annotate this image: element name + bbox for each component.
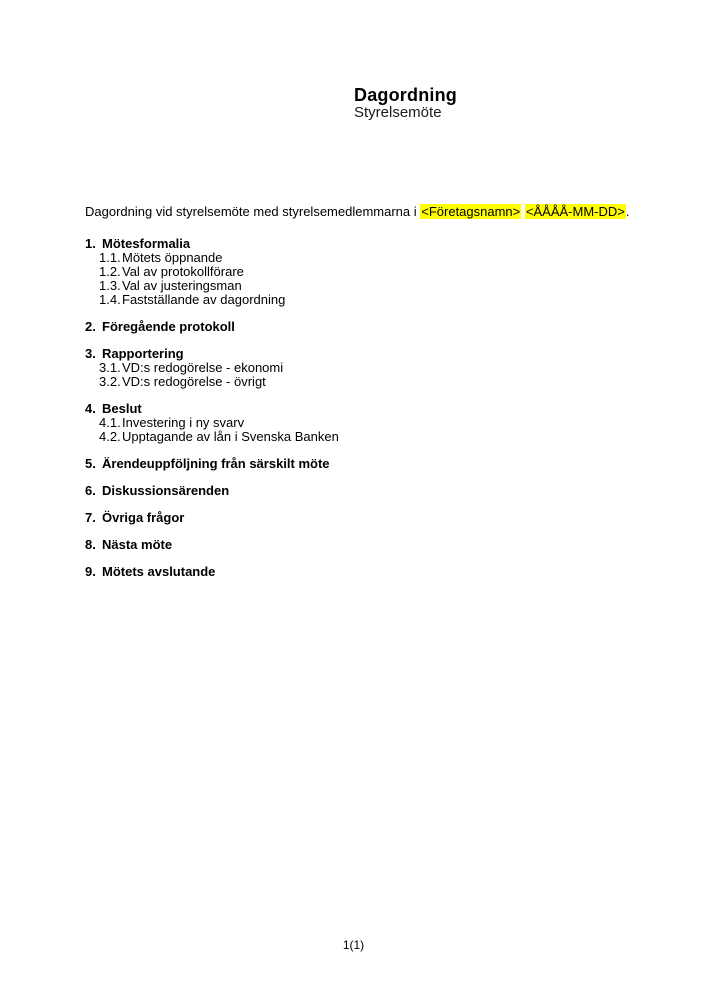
subitem-number: 1.3. — [99, 278, 121, 293]
section-number: 6. — [85, 483, 96, 498]
section-subitems — [85, 361, 339, 389]
placeholder-date: <ÅÅÅÅ-MM-DD> — [525, 204, 625, 219]
agenda-section-4 — [85, 402, 339, 444]
section-head — [85, 538, 339, 552]
subitem-text: Fastställande av dagordning — [122, 292, 286, 307]
subitem-text: Upptagande av lån i Svenska Banken — [122, 429, 339, 444]
agenda-subitem — [99, 279, 339, 293]
section-title: Rapportering — [102, 346, 184, 361]
agenda-subitem — [99, 430, 339, 444]
intro-paragraph — [85, 204, 629, 219]
section-number: 1. — [85, 236, 96, 251]
subitem-number: 4.2. — [99, 429, 121, 444]
section-number: 3. — [85, 346, 96, 361]
agenda-subitem — [99, 361, 339, 375]
agenda-section-2 — [85, 320, 339, 334]
subitem-text: VD:s redogörelse - ekonomi — [122, 360, 284, 375]
agenda-section-6 — [85, 484, 339, 498]
agenda-list — [85, 237, 339, 592]
subitem-number: 4.1. — [99, 415, 121, 430]
section-title: Övriga frågor — [102, 510, 185, 525]
agenda-subitem — [99, 265, 339, 279]
agenda-section-8 — [85, 538, 339, 552]
doc-subtitle: Styrelsemöte — [354, 104, 442, 121]
agenda-subitem — [99, 416, 339, 430]
section-number: 5. — [85, 456, 96, 471]
section-head — [85, 347, 339, 361]
subitem-number: 3.2. — [99, 374, 121, 389]
agenda-section-1 — [85, 237, 339, 307]
section-head — [85, 511, 339, 525]
section-title: Föregående protokoll — [102, 319, 235, 334]
section-title: Mötesformalia — [102, 236, 191, 251]
doc-title: Dagordning — [354, 85, 457, 105]
page-number-footer: 1(1) — [342, 938, 365, 952]
section-title: Diskussionsärenden — [102, 483, 230, 498]
agenda-section-3 — [85, 347, 339, 389]
agenda-subitem — [99, 251, 339, 265]
section-number: 7. — [85, 510, 96, 525]
subitem-text: VD:s redogörelse - övrigt — [122, 374, 266, 389]
section-subitems — [85, 251, 339, 307]
subitem-text: Val av justeringsman — [122, 278, 242, 293]
subitem-text: Val av protokollförare — [122, 264, 244, 279]
section-number: 9. — [85, 564, 96, 579]
agenda-section-9 — [85, 565, 339, 579]
subitem-number: 1.2. — [99, 264, 121, 279]
section-number: 8. — [85, 537, 96, 552]
section-number: 4. — [85, 401, 96, 416]
placeholder-company: <Företagsnamn> — [421, 204, 521, 219]
section-title: Ärendeuppföljning från särskilt möte — [102, 456, 330, 471]
intro-prefix: Dagordning vid styrelsemöte med styrelsemedlemmarna i — [85, 204, 421, 219]
subitem-number: 1.1. — [99, 250, 121, 265]
section-head — [85, 237, 339, 251]
section-head — [85, 565, 339, 579]
section-head — [85, 484, 339, 498]
section-title: Nästa möte — [102, 537, 173, 552]
section-head — [85, 402, 339, 416]
subitem-text: Investering i ny svarv — [122, 415, 245, 430]
agenda-section-7 — [85, 511, 339, 525]
subitem-text: Mötets öppnande — [122, 250, 223, 265]
section-subitems — [85, 416, 339, 444]
subitem-number: 3.1. — [99, 360, 121, 375]
section-title: Mötets avslutande — [102, 564, 216, 579]
section-number: 2. — [85, 319, 96, 334]
title-block — [354, 86, 457, 121]
section-head — [85, 457, 339, 471]
agenda-subitem — [99, 375, 339, 389]
agenda-subitem — [99, 293, 339, 307]
intro-suffix: . — [625, 204, 630, 219]
section-title: Beslut — [102, 401, 142, 416]
subitem-number: 1.4. — [99, 292, 121, 307]
agenda-section-5 — [85, 457, 339, 471]
section-head — [85, 320, 339, 334]
